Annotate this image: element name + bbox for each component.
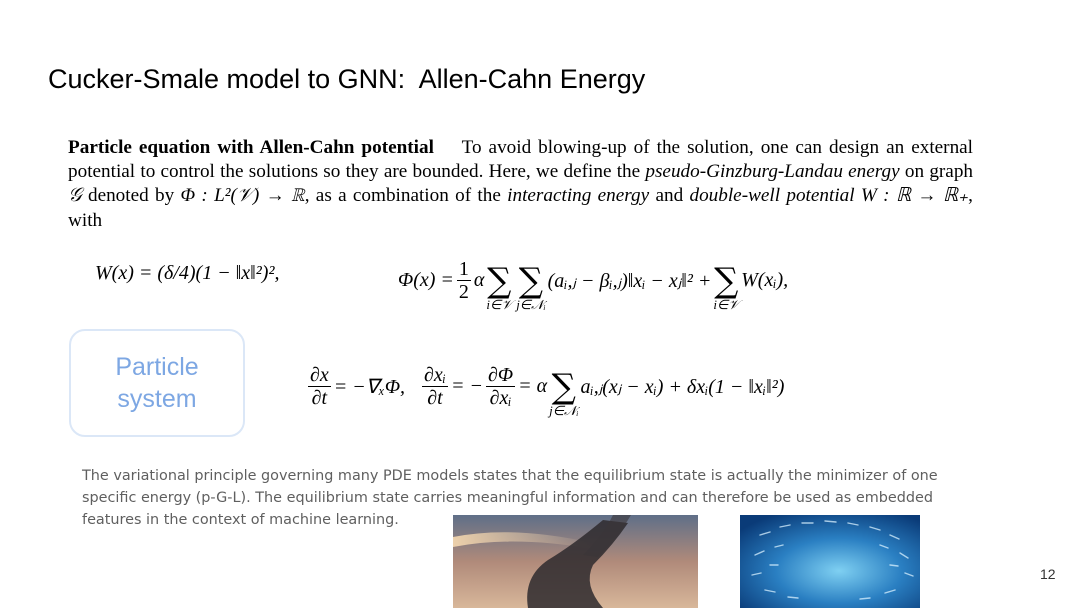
math-w-mapping: W : ℝ → ℝ₊ xyxy=(854,185,969,207)
sum-over-vertices-potential-subscript: i∈𝒱 xyxy=(713,297,740,312)
particle-system-line1: Particle xyxy=(115,353,199,381)
equation-equals-minus: = − xyxy=(450,374,483,397)
sum-over-neighbors-dynamics: ∑ j∈𝒩ᵢ xyxy=(549,367,579,418)
sum-over-vertices-subscript: i∈𝒱 xyxy=(486,297,513,312)
fraction-dx-dt-numerator: ∂x xyxy=(310,363,329,386)
explanatory-note: The variational principle governing many PDE models states that the equilibrium state is actually the minimizer of one specific energy (p-G-L). The equilibrium state carries meaningful information and can therefore be used as embedded features in the context of machine learning. xyxy=(82,468,938,528)
sum-over-neighbors-dynamics-subscript: j∈𝒩ᵢ xyxy=(549,403,579,418)
alpha-symbol: α xyxy=(473,268,485,291)
fraction-dphi-dxi xyxy=(486,364,515,409)
equation-gradient-term: = −∇ₓΦ, xyxy=(333,375,406,398)
paragraph-text-3: denoted by xyxy=(81,185,181,207)
paragraph-heading: Particle equation with Allen-Cahn potential xyxy=(68,137,434,158)
equation-w-text: W(x) = (δ/4)(1 − ‖x‖²)², xyxy=(95,262,280,284)
fraction-dphi-dxi-denominator: ∂xᵢ xyxy=(489,386,512,409)
fraction-dxi-dt-numerator: ∂xᵢ xyxy=(424,363,446,386)
paragraph-text-4: , as a combination of the xyxy=(304,185,508,207)
particle-system-line2: system xyxy=(117,385,197,413)
particle-system-box xyxy=(69,329,245,437)
equation-w-definition xyxy=(95,262,279,285)
fraction-dx-dt-denominator: ∂t xyxy=(311,386,328,409)
equation-phi-lhs: Φ(x) = xyxy=(398,268,454,291)
fraction-dxi-dt-denominator: ∂t xyxy=(427,386,443,409)
sum-over-neighbors-subscript: j∈𝒩ᵢ xyxy=(516,297,546,312)
fraction-half-denominator: 2 xyxy=(458,280,469,303)
equation-gradient-flow xyxy=(305,354,784,418)
equation-phi-definition xyxy=(398,248,788,312)
paper-paragraph xyxy=(68,136,973,233)
equation-phi-potential-term: W(xᵢ), xyxy=(741,268,789,291)
slide-title: Cucker-Smale model to GNN: Allen-Cahn Energy xyxy=(48,64,646,94)
sum-over-vertices-potential: ∑ i∈𝒱 xyxy=(713,261,740,312)
paragraph-emphasis-interacting: interacting energy xyxy=(507,185,650,207)
math-phi-mapping: Φ : L²(𝒱) → ℝ xyxy=(180,185,305,207)
paragraph-text-6: , with xyxy=(68,185,973,231)
fraction-dxi-dt xyxy=(422,364,448,409)
paragraph-text-1: To avoid blowing-up of the solution, one can design an external potential to control the solutions so they are bounded. Here, we define the xyxy=(68,137,974,183)
sum-over-vertices: ∑ i∈𝒱 xyxy=(486,261,513,312)
paragraph-text-5: and xyxy=(649,185,690,207)
fraction-dx-dt xyxy=(308,364,331,409)
paragraph-text-2: on graph xyxy=(899,161,974,183)
paragraph-emphasis-energy: pseudo-Ginzburg-Landau energy xyxy=(645,161,900,183)
paragraph-emphasis-doublewell: double-well potential xyxy=(689,185,855,207)
bird-murmuration-photo xyxy=(453,515,698,608)
fraction-half xyxy=(457,258,471,303)
equation-equals-alpha: = α xyxy=(518,374,548,397)
equation-phi-interaction-term: (aᵢ,ⱼ − βᵢ,ⱼ)‖xᵢ − xⱼ‖² + xyxy=(547,269,712,292)
fraction-dphi-dxi-numerator: ∂Φ xyxy=(487,363,514,386)
fish-school-photo xyxy=(740,515,920,608)
sum-over-neighbors: ∑ j∈𝒩ᵢ xyxy=(516,261,546,312)
page-number: 12 xyxy=(1040,566,1056,582)
math-graph-symbol: 𝒢 xyxy=(68,185,82,207)
fraction-half-numerator: 1 xyxy=(458,257,469,280)
equation-dynamics-tail: aᵢ,ⱼ(xⱼ − xᵢ) + δxᵢ(1 − ‖xᵢ‖²) xyxy=(580,375,785,398)
